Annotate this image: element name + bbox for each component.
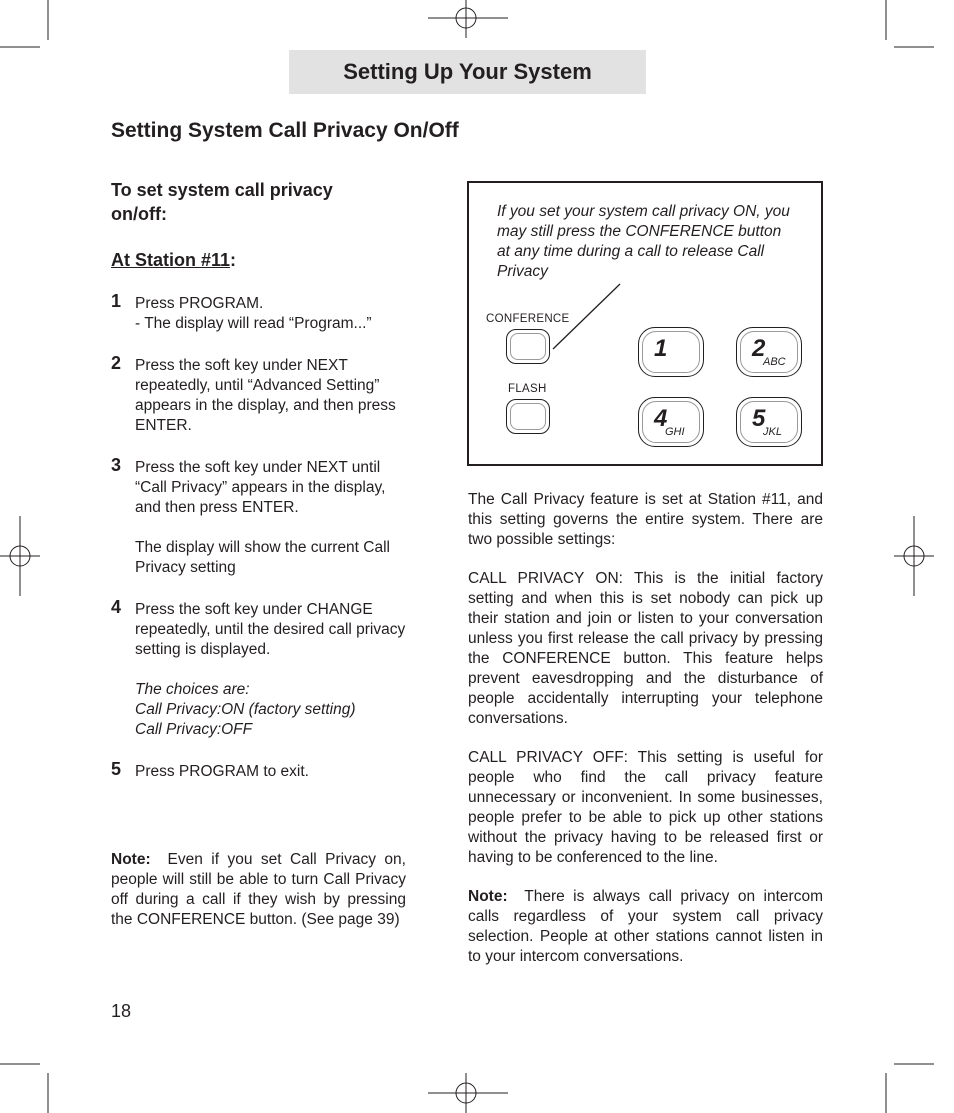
step-text: Press PROGRAM to exit. bbox=[135, 763, 309, 780]
dial-key-1 bbox=[638, 327, 704, 377]
step-3 bbox=[111, 455, 411, 578]
intro-paragraph: The Call Privacy feature is set at Station #11, and this setting governs the entire system. There are two possible settings: bbox=[468, 491, 823, 548]
left-note bbox=[111, 850, 406, 930]
step-number: 5 bbox=[111, 759, 122, 779]
step-text: Press PROGRAM. bbox=[135, 295, 264, 312]
note-text: Even if you set Call Privacy on, people will still be able to turn Call Privacy off during a call if they wish by pressing the CONFERENCE button. (See page 39) bbox=[111, 851, 406, 928]
section-title: Setting System Call Privacy On/Off bbox=[111, 119, 459, 142]
dial-key-4 bbox=[638, 397, 704, 447]
choices-heading: The choices are: bbox=[135, 681, 250, 698]
key-letters: JKL bbox=[763, 426, 782, 438]
step-1 bbox=[111, 291, 411, 334]
station-heading bbox=[111, 250, 236, 271]
key-letters: GHI bbox=[665, 426, 685, 438]
step-extra-text: The display will show the current Call Privacy setting bbox=[135, 539, 390, 576]
step-number: 3 bbox=[111, 455, 122, 475]
step-text: Press the soft key under NEXT until “Call Privacy” appears in the display, and then press ENTER. bbox=[135, 459, 386, 516]
step-2 bbox=[111, 353, 411, 436]
privacy-on-paragraph: CALL PRIVACY ON: This is the initial factory setting and when this is set nobody can pick up their station and join or listen to your conversation unless you first release the call privacy by pressing the CONFERENCE button. This feature helps prevent eavesdropping and the disturbance of people accidentally interrupting your telephone conversations. bbox=[468, 570, 823, 727]
note-label: Note: bbox=[111, 851, 151, 868]
choice-item: Call Privacy:OFF bbox=[135, 721, 253, 738]
step-number: 2 bbox=[111, 353, 122, 373]
step-text: Press the soft key under CHANGE repeatedly, until the desired call privacy setting is displayed. bbox=[135, 601, 406, 658]
callout-text: If you set your system call privacy ON, you may still press the CONFERENCE button at any time during a call to release Call Privacy bbox=[497, 203, 790, 280]
header-band bbox=[289, 50, 646, 94]
key-letters: ABC bbox=[763, 356, 786, 368]
right-note bbox=[468, 887, 823, 967]
conference-label: CONFERENCE bbox=[486, 313, 570, 325]
station-label: At Station #11 bbox=[111, 250, 231, 270]
conference-key bbox=[506, 329, 550, 364]
key-digit: 5 bbox=[752, 405, 766, 432]
privacy-off-paragraph: CALL PRIVACY OFF: This setting is useful for people who find the call privacy feature unnecessary or inconvenient. In some businesses, people prefer to be able to pick up other stations without the privacy having to be released first or having to be conferenced to the line. bbox=[468, 749, 823, 866]
flash-key bbox=[506, 399, 550, 434]
step-4 bbox=[111, 597, 411, 740]
right-column bbox=[468, 490, 823, 986]
step-text: - The display will read “Program...” bbox=[135, 315, 372, 332]
step-number: 1 bbox=[111, 291, 122, 311]
step-text: Press the soft key under NEXT repeatedly, until “Advanced Setting” appears in the display, and then press ENTER. bbox=[135, 357, 396, 434]
note-label: Note: bbox=[468, 888, 508, 905]
station-colon: : bbox=[230, 250, 237, 270]
step-list bbox=[111, 291, 411, 804]
step-5 bbox=[111, 759, 411, 782]
page-number: 18 bbox=[111, 1001, 132, 1021]
header-title: Setting Up Your System bbox=[343, 59, 592, 84]
flash-label: FLASH bbox=[508, 383, 547, 395]
choice-item: Call Privacy:ON (factory setting) bbox=[135, 701, 356, 718]
note-text: There is always call privacy on intercom calls regardless of your system call privacy selection. People at other stations cannot listen in to your intercom conversations. bbox=[468, 888, 823, 965]
key-digit: 1 bbox=[654, 335, 668, 362]
dial-key-5 bbox=[736, 397, 802, 447]
dial-key-2 bbox=[736, 327, 802, 377]
key-digit: 4 bbox=[654, 405, 668, 432]
key-digit: 2 bbox=[752, 335, 766, 362]
procedure-subhead: To set system call privacy on/off: bbox=[111, 180, 333, 224]
step-number: 4 bbox=[111, 597, 122, 617]
